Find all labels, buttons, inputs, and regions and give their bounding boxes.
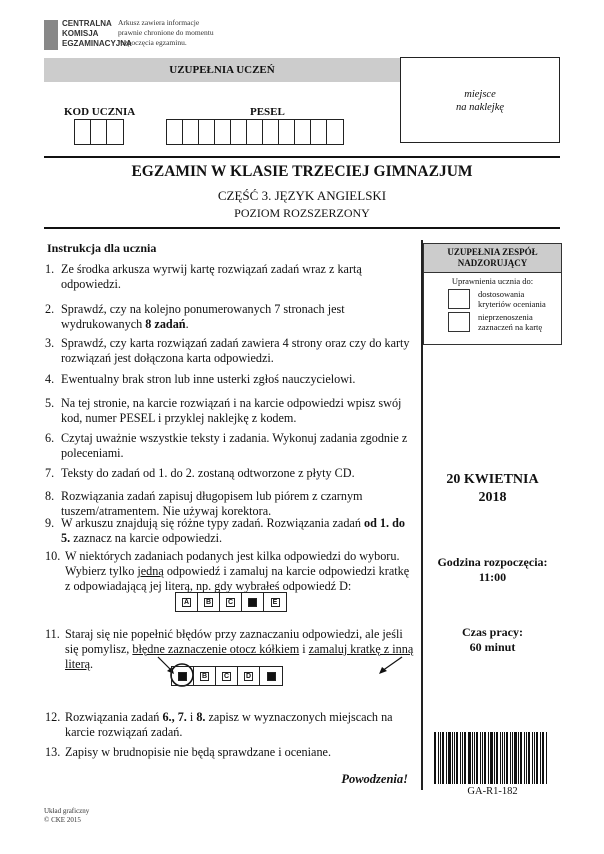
supervisor-heading: NADZORUJĄCY — [457, 258, 528, 268]
barcode-bar — [536, 732, 538, 784]
duration-label: Czas pracy: — [462, 625, 523, 639]
barcode-bar — [534, 732, 535, 784]
pesel-label: PESEL — [250, 106, 285, 118]
duration: 60 minut — [469, 640, 516, 654]
adjusted-criteria-option — [448, 289, 561, 309]
barcode-bar — [502, 732, 503, 784]
exam-year: 2018 — [478, 490, 507, 505]
option-label: kryteriów oceniania — [478, 299, 546, 309]
pesel-boxes[interactable] — [166, 119, 344, 145]
student-code-label: KOD UCZNIA — [64, 106, 136, 118]
exam-level: POZIOM ROZSZERZONY — [234, 206, 370, 220]
barcode-bar — [438, 732, 439, 784]
barcode-bar — [442, 732, 444, 784]
student-code-boxes[interactable] — [74, 119, 124, 145]
barcode-bar — [462, 732, 463, 784]
confidentiality-notice — [118, 18, 214, 48]
instruction-item: 2. Sprawdź, czy na kolejno ponumerowanych 7 stronach jest wydrukowanych 8 zadań. — [45, 302, 345, 331]
barcode-bar — [480, 732, 481, 784]
closing-text: Powodzenia! — [341, 772, 408, 786]
barcode-bar — [520, 732, 522, 784]
barcode-bar — [506, 732, 508, 784]
supervisor-subheading: Uprawnienia ucznia do: — [451, 276, 534, 286]
instruction-item: 4. Ewentualny brak stron lub inne usterki zgłoś nauczycielowi. — [45, 372, 356, 386]
exam-title: EGZAMIN W KLASIE TRZECIEJ GIMNAZJUM — [131, 163, 473, 180]
barcode-bar — [496, 732, 498, 784]
barcode-bar — [532, 732, 533, 784]
instruction-item: 1. Ze środka arkusza wyrwij kartę rozwiązań zadań wraz z kartą odpowiedzi. — [45, 262, 362, 291]
cke-logo-icon — [44, 20, 58, 50]
barcode-bar — [440, 732, 441, 784]
sticker-line: na naklejkę — [455, 102, 505, 113]
start-time: 11:00 — [478, 570, 507, 584]
correction-example-row: B C D — [171, 666, 283, 686]
barcode-bar — [512, 732, 513, 784]
barcode-bar — [474, 732, 475, 784]
barcode-bar — [484, 732, 486, 784]
instruction-item: 7. Teksty do zadań od 1. do 2. zostaną odtworzone z płyty CD. — [45, 466, 355, 480]
logo-line: EGZAMINACYJNA — [62, 39, 132, 48]
barcode-bar — [482, 732, 483, 784]
barcode-bar — [526, 732, 527, 784]
divider — [44, 156, 560, 158]
barcode-bar — [452, 732, 453, 784]
footer-line: © CKE 2015 — [44, 816, 81, 824]
barcode-bar — [546, 732, 547, 784]
notice-line: rozpoczęcia egzaminu. — [118, 38, 187, 47]
notice-line: Arkusz zawiera informacje — [118, 18, 200, 27]
option-label: nieprzenoszenia — [478, 312, 533, 322]
instruction-item: 12. Rozwiązania zadań 6., 7. i 8. zapisz w wyznaczonych miejscach na karcie rozwiązań zadań. — [45, 710, 393, 739]
barcode-bar — [528, 732, 530, 784]
instruction-item: 9. W arkuszu znajdują się różne typy zadań. Rozwiązania zadań od 1. do 5. zaznacz na karcie odpowiedzi. — [45, 516, 405, 545]
exam-part: CZĘŚĆ 3. JĘZYK ANGIELSKI — [217, 188, 387, 203]
barcode-bar — [446, 732, 447, 784]
sticker-area — [400, 57, 560, 143]
sheet-code: GA-R1-182 — [467, 786, 518, 797]
barcode-bar — [514, 732, 517, 784]
barcode-bar — [468, 732, 471, 784]
barcode-bar — [464, 732, 466, 784]
supervisor-heading: UZUPEŁNIA ZESPÓŁ — [447, 247, 538, 257]
barcode-bar — [510, 732, 511, 784]
footer — [44, 807, 89, 825]
exam-date: 20 KWIETNIA — [446, 472, 539, 487]
instruction-item: 3. Sprawdź, czy karta rozwiązań zadań zawiera 4 strony oraz czy do karty rozwiązań jest dołączona karta odpowiedzi. — [45, 336, 410, 365]
barcode-bar — [454, 732, 455, 784]
option-label: zaznaczeń na kartę — [478, 322, 543, 332]
logo-line: CENTRALNA — [62, 19, 112, 28]
barcode-bar — [456, 732, 458, 784]
barcode-bar — [524, 732, 525, 784]
adjusted-criteria-checkbox[interactable] — [448, 289, 470, 309]
divider — [44, 227, 560, 229]
notice-line: prawnie chronione do momentu — [118, 28, 214, 37]
instruction-item: 5. Na tej stronie, na karcie rozwiązań i na karcie odpowiedzi wpisz swój kod, numer PESEL i przyklej naklejkę z kodem. — [45, 396, 402, 425]
footer-line: Układ graficzny — [44, 807, 90, 815]
barcode-bar — [518, 732, 519, 784]
barcode-bar — [472, 732, 473, 784]
instruction-item: 11. Staraj się nie popełnić błędów przy zaznaczaniu odpowiedzi, ale jeśli się pomylisz, błędne zaznaczenie otocz kółkiem i zamaluj kratkę z inną literą. — [45, 627, 414, 671]
instruction-item: 6. Czytaj uważnie wszystkie teksty i zadania. Wykonuj zadania zgodnie z poleceniami. — [45, 431, 408, 460]
instructions-heading: Instrukcja dla ucznia — [47, 241, 157, 255]
instruction-item: 8. Rozwiązania zadań zapisuj długopisem lub piórem z czarnym tuszem/atramentem. Nie używaj korektora. — [45, 489, 363, 518]
barcode-bar — [434, 732, 436, 784]
supervisor-panel — [423, 243, 562, 345]
barcode-bar — [490, 732, 493, 784]
barcode-bar — [488, 732, 489, 784]
instruction-item: 10. W niektórych zadaniach podanych jest kilka odpowiedzi do wyboru. Wybierz tylko jedną odpowiedź i zamaluj na karcie odpowiedzi kratkę z odpowiadającą jej literą, np. gdy wybrałeś odpowiedź D: — [45, 549, 410, 593]
barcode-bar — [448, 732, 451, 784]
barcode-bar — [540, 732, 541, 784]
student-fill-band: UZUPEŁNIA UCZEŃ — [44, 58, 400, 82]
barcode-bar — [460, 732, 461, 784]
barcode-bar — [542, 732, 544, 784]
barcode — [434, 732, 552, 784]
example-answer-row: A B C E — [175, 592, 287, 612]
no-transfer-option — [448, 312, 561, 332]
barcode-bar — [476, 732, 478, 784]
no-transfer-checkbox[interactable] — [448, 312, 470, 332]
barcode-bar — [504, 732, 505, 784]
barcode-bar — [494, 732, 495, 784]
instruction-item: 13. Zapisy w brudnopisie nie będą sprawdzane i oceniane. — [45, 745, 332, 759]
sticker-line: miejsce — [464, 89, 496, 100]
start-time-label: Godzina rozpoczęcia: — [437, 555, 548, 569]
barcode-bar — [500, 732, 501, 784]
logo-line: KOMISJA — [62, 29, 99, 38]
option-label: dostosowania — [478, 289, 525, 299]
